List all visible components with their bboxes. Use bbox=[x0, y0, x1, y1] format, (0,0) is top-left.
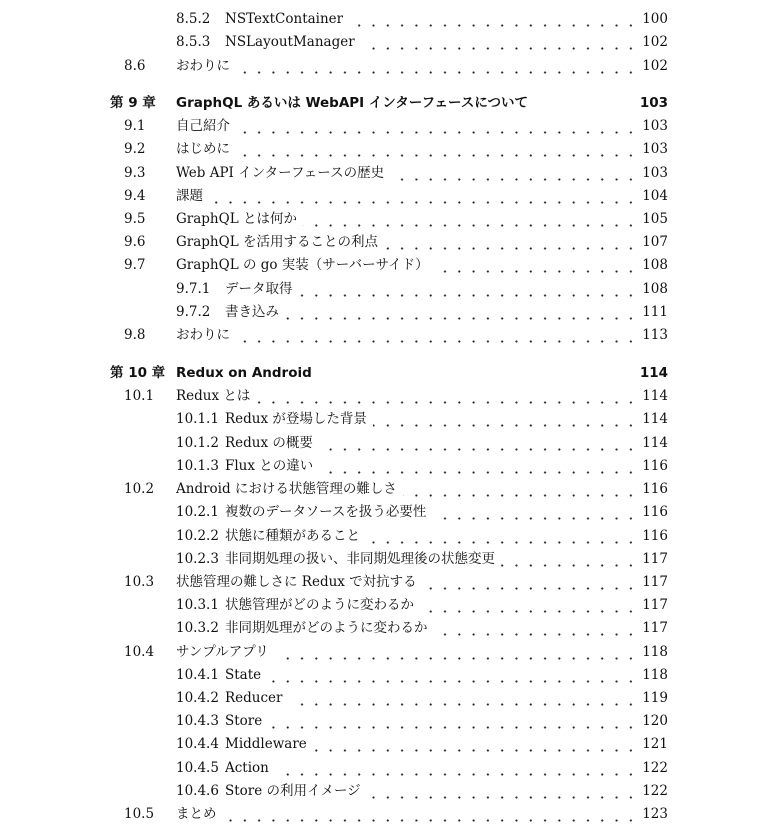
toc-subsection-entry[interactable] bbox=[0, 664, 779, 687]
dot-leader bbox=[285, 301, 638, 324]
entry-title: 非同期処理の扱い、非同期処理後の状態変更 bbox=[225, 551, 495, 567]
toc-subsection-entry[interactable] bbox=[0, 617, 779, 640]
entry-number: 10.4 bbox=[124, 644, 155, 660]
entry-title: GraphQL を活用することの利点 bbox=[176, 234, 378, 250]
toc-section-entry[interactable] bbox=[0, 185, 779, 208]
page-number: 116 bbox=[642, 458, 668, 474]
entry-title: Flux との違い bbox=[225, 458, 314, 474]
page-number: 116 bbox=[642, 528, 668, 544]
page-number: 103 bbox=[642, 118, 668, 134]
entry-number: 9.1 bbox=[124, 118, 146, 134]
entry-number: 10.4.1 bbox=[176, 667, 219, 683]
toc-subsection-entry[interactable] bbox=[0, 8, 779, 31]
page-number: 103 bbox=[639, 95, 668, 111]
entry-number: 10.3 bbox=[124, 574, 155, 590]
entry-title: 状態管理の難しさに Redux で対抗する bbox=[176, 574, 417, 590]
toc-subsection-entry[interactable] bbox=[0, 710, 779, 733]
entry-title: はじめに bbox=[176, 141, 230, 157]
entry-number: 10.1 bbox=[124, 388, 155, 404]
entry-number: 9.3 bbox=[124, 165, 146, 181]
toc-subsection-entry[interactable] bbox=[0, 278, 779, 301]
toc-subsection-entry[interactable] bbox=[0, 501, 779, 524]
entry-title: Store の利用イメージ bbox=[225, 783, 361, 799]
entry-title: Android における状態管理の難しさ bbox=[176, 481, 397, 497]
entry-number: 10.5 bbox=[124, 806, 155, 822]
entry-title: Redux on Android bbox=[176, 365, 312, 381]
toc-section-entry[interactable] bbox=[0, 385, 779, 408]
page-number: 103 bbox=[642, 165, 668, 181]
entry-title: 書き込み bbox=[225, 304, 279, 320]
page-number: 114 bbox=[642, 435, 668, 451]
page-number: 123 bbox=[642, 806, 668, 822]
entry-title: GraphQL とは何か bbox=[176, 211, 297, 227]
entry-title: NSLayoutManager bbox=[225, 34, 355, 50]
toc-subsection-entry[interactable] bbox=[0, 548, 779, 571]
dot-leader bbox=[423, 571, 638, 594]
dot-leader bbox=[420, 594, 638, 617]
dot-leader bbox=[303, 208, 638, 231]
page-number: 113 bbox=[642, 327, 668, 343]
entry-title: State bbox=[225, 667, 262, 683]
page-number: 103 bbox=[642, 141, 668, 157]
entry-number: 10.1.1 bbox=[176, 411, 219, 427]
dot-leader bbox=[390, 162, 638, 185]
entry-number: 9.7.1 bbox=[176, 281, 211, 297]
page-number: 118 bbox=[642, 667, 668, 683]
entry-number: 10.3.2 bbox=[176, 620, 219, 636]
dot-leader bbox=[403, 478, 638, 501]
dot-leader bbox=[373, 408, 638, 431]
toc-section-entry[interactable] bbox=[0, 254, 779, 277]
entry-number: 10.1.2 bbox=[176, 435, 219, 451]
toc-subsection-entry[interactable] bbox=[0, 455, 779, 478]
toc-subsection-entry[interactable] bbox=[0, 780, 779, 803]
entry-title: Store bbox=[225, 713, 263, 729]
entry-number: 10.2.2 bbox=[176, 528, 219, 544]
dot-leader bbox=[435, 254, 638, 277]
page-number: 108 bbox=[642, 281, 668, 297]
entry-title: Redux とは bbox=[176, 388, 251, 404]
dot-leader bbox=[256, 385, 638, 408]
entry-title: 自己紹介 bbox=[176, 118, 230, 134]
dot-leader bbox=[349, 8, 638, 31]
toc-section-entry[interactable] bbox=[0, 803, 779, 826]
dot-leader bbox=[361, 31, 638, 54]
dot-leader bbox=[275, 757, 638, 780]
page-number: 102 bbox=[642, 34, 668, 50]
page-number: 120 bbox=[642, 713, 668, 729]
entry-number: 8.5.3 bbox=[176, 34, 211, 50]
toc-subsection-entry[interactable] bbox=[0, 408, 779, 431]
toc-subsection-entry[interactable] bbox=[0, 594, 779, 617]
entry-number: 10.2.1 bbox=[176, 504, 219, 520]
dot-leader bbox=[209, 185, 638, 208]
toc-section-entry[interactable] bbox=[0, 138, 779, 161]
page-number: 119 bbox=[642, 690, 668, 706]
toc-subsection-entry[interactable] bbox=[0, 757, 779, 780]
entry-number: 9.7.2 bbox=[176, 304, 211, 320]
dot-leader bbox=[319, 455, 638, 478]
entry-title: おわりに bbox=[176, 327, 230, 343]
dot-leader bbox=[432, 501, 638, 524]
dot-leader bbox=[268, 710, 638, 733]
toc-subsection-entry[interactable] bbox=[0, 733, 779, 756]
entry-number: 8.6 bbox=[124, 58, 146, 74]
entry-title: 複数のデータソースを扱う必要性 bbox=[225, 504, 427, 520]
entry-number: 10.1.3 bbox=[176, 458, 219, 474]
page-number: 122 bbox=[642, 760, 668, 776]
page-number: 122 bbox=[642, 783, 668, 799]
toc-section-entry[interactable] bbox=[0, 162, 779, 185]
entry-number: 10.4.2 bbox=[176, 690, 219, 706]
dot-leader bbox=[366, 525, 638, 548]
dot-leader bbox=[319, 432, 638, 455]
toc-subsection-entry[interactable] bbox=[0, 687, 779, 710]
entry-title: 課題 bbox=[176, 188, 203, 204]
entry-number: 10.4.4 bbox=[176, 736, 219, 752]
dot-leader bbox=[236, 324, 638, 347]
entry-number: 10.2.3 bbox=[176, 551, 219, 567]
entry-number: 9.5 bbox=[124, 211, 146, 227]
toc-subsection-entry[interactable] bbox=[0, 31, 779, 54]
page-number: 117 bbox=[642, 620, 668, 636]
dot-leader bbox=[501, 548, 638, 571]
page-number: 114 bbox=[639, 365, 668, 381]
page-number: 117 bbox=[642, 597, 668, 613]
page-number: 117 bbox=[642, 574, 668, 590]
entry-number: 第 9 章 bbox=[110, 95, 156, 111]
entry-title: GraphQL あるいは WebAPI インターフェースについて bbox=[176, 95, 529, 111]
entry-title: Action bbox=[225, 760, 269, 776]
entry-title: Middleware bbox=[225, 736, 307, 752]
dot-leader bbox=[236, 115, 638, 138]
toc-section-entry[interactable] bbox=[0, 478, 779, 501]
entry-number: 9.2 bbox=[124, 141, 146, 157]
toc-section-entry[interactable] bbox=[0, 324, 779, 347]
entry-title: 状態管理がどのように変わるか bbox=[225, 597, 414, 613]
dot-leader bbox=[275, 641, 638, 664]
entry-number: 10.4.5 bbox=[176, 760, 219, 776]
page-number: 118 bbox=[642, 644, 668, 660]
entry-title: データ取得 bbox=[225, 281, 293, 297]
page-number: 108 bbox=[642, 257, 668, 273]
toc-subsection-entry[interactable] bbox=[0, 525, 779, 548]
entry-title: おわりに bbox=[176, 58, 230, 74]
page-number: 100 bbox=[642, 11, 668, 27]
page-number: 114 bbox=[642, 411, 668, 427]
entry-number: 9.4 bbox=[124, 188, 146, 204]
dot-leader bbox=[367, 780, 638, 803]
entry-title: Redux が登場した背景 bbox=[225, 411, 367, 427]
entry-number: 10.2 bbox=[124, 481, 155, 497]
entry-title: まとめ bbox=[176, 806, 217, 822]
dot-leader bbox=[289, 687, 638, 710]
dot-leader bbox=[236, 55, 638, 78]
entry-title: 非同期処理がどのように変わるか bbox=[225, 620, 428, 636]
entry-title: Reducer bbox=[225, 690, 283, 706]
toc-section-entry[interactable] bbox=[0, 231, 779, 254]
entry-title: 状態に種類があること bbox=[225, 528, 360, 544]
entry-number: 8.5.2 bbox=[176, 11, 211, 27]
entry-title: GraphQL の go 実装（サーバーサイド） bbox=[176, 257, 429, 273]
toc-section-entry[interactable] bbox=[0, 115, 779, 138]
toc-section-entry[interactable] bbox=[0, 571, 779, 594]
page-number: 111 bbox=[642, 304, 668, 320]
toc-subsection-entry[interactable] bbox=[0, 432, 779, 455]
dot-leader bbox=[434, 617, 638, 640]
page-number: 107 bbox=[642, 234, 668, 250]
entry-number: 9.6 bbox=[124, 234, 146, 250]
dot-leader bbox=[313, 733, 638, 756]
toc-chapter-entry[interactable] bbox=[0, 362, 779, 385]
page-number: 121 bbox=[642, 736, 668, 752]
page-number: 117 bbox=[642, 551, 668, 567]
toc-chapter-entry[interactable] bbox=[0, 92, 779, 115]
entry-number: 9.8 bbox=[124, 327, 146, 343]
entry-number: 9.7 bbox=[124, 257, 146, 273]
entry-number: 10.4.6 bbox=[176, 783, 219, 799]
page-number: 116 bbox=[642, 481, 668, 497]
toc-section-entry[interactable] bbox=[0, 55, 779, 78]
toc-section-entry[interactable] bbox=[0, 208, 779, 231]
dot-leader bbox=[223, 803, 638, 826]
entry-number: 10.4.3 bbox=[176, 713, 219, 729]
dot-leader bbox=[384, 231, 638, 254]
toc-section-entry[interactable] bbox=[0, 641, 779, 664]
entry-title: Web API インターフェースの歴史 bbox=[176, 165, 385, 181]
entry-number: 10.3.1 bbox=[176, 597, 219, 613]
toc-subsection-entry[interactable] bbox=[0, 301, 779, 324]
dot-leader bbox=[236, 138, 638, 161]
page-number: 114 bbox=[642, 388, 668, 404]
page-number: 116 bbox=[642, 504, 668, 520]
page-number: 104 bbox=[642, 188, 668, 204]
page-number: 105 bbox=[642, 211, 668, 227]
page-number: 102 bbox=[642, 58, 668, 74]
entry-title: Redux の概要 bbox=[225, 435, 313, 451]
dot-leader bbox=[267, 664, 638, 687]
entry-number: 第 10 章 bbox=[110, 365, 166, 381]
entry-title: NSTextContainer bbox=[225, 11, 344, 27]
entry-title: サンプルアプリ bbox=[176, 644, 269, 660]
dot-leader bbox=[299, 278, 638, 301]
